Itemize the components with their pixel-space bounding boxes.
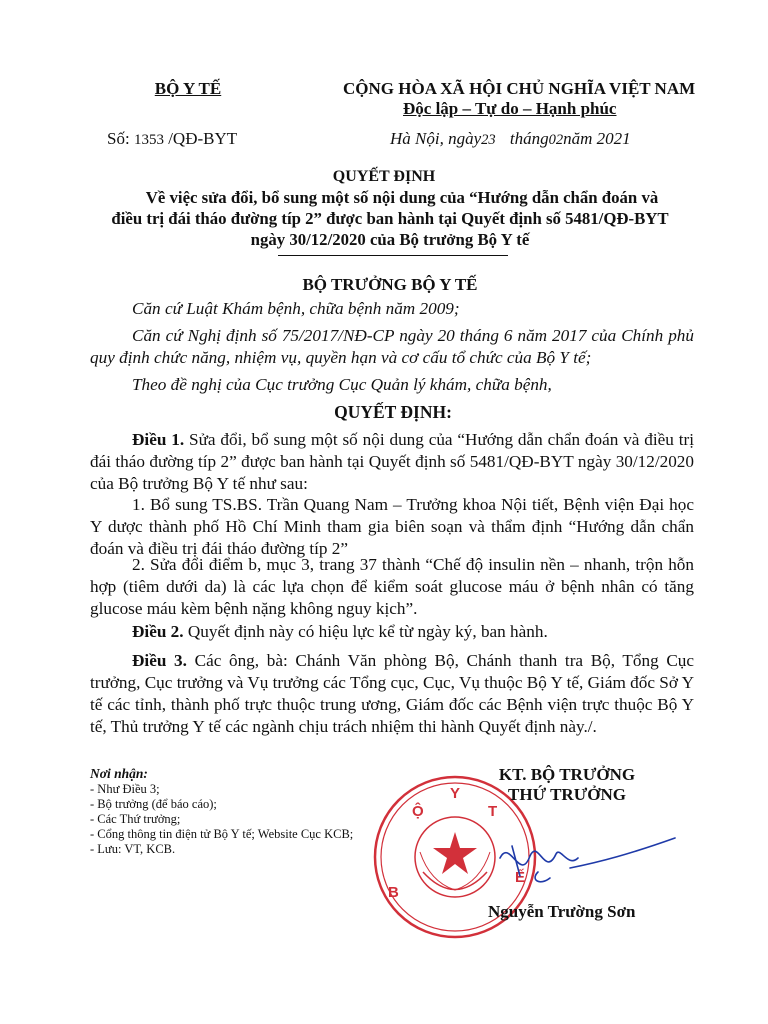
issuing-authority: BỘ TRƯỞNG BỘ Y TẾ — [302, 275, 478, 294]
preamble-proposal: Theo đề nghị của Cục trưởng Cục Quản lý khám, chữa bệnh, — [132, 375, 552, 394]
recipient-item: - Lưu: VT, KCB. — [90, 842, 176, 856]
date-day: 23 — [481, 132, 496, 148]
recipient-item: - Các Thứ trưởng; — [90, 812, 181, 826]
number-suffix: /QĐ-BYT — [168, 129, 238, 148]
agency-name: BỘ Y TẾ — [154, 79, 222, 98]
date-month: 02 — [548, 132, 564, 148]
preamble-decree: Căn cứ Nghị định số 75/2017/NĐ-CP ngày 20 tháng 6 năm 2017 của Chính phủ quy định chức năng, nhiệm vụ, quyền hạn và cơ cấu tổ chức của Bộ Y tế; — [90, 326, 694, 367]
signer-name: Nguyễn Trường Sơn — [488, 902, 636, 921]
year-label: năm 2021 — [563, 129, 631, 148]
decides-heading: QUYẾT ĐỊNH: — [334, 402, 452, 422]
article-1-item-1: 1. Bổ sung TS.BS. Trần Quang Nam – Trưởng khoa Nội tiết, Bệnh viện Đại học Y dược thành phố Hồ Chí Minh tham gia biên soạn và thẩm định “Hướng dẫn chẩn đoán và điều trị đái tháo đường típ 2” — [90, 495, 694, 558]
article-2-label: Điều 2. — [132, 622, 184, 641]
article-3-text: Các ông, bà: Chánh Văn phòng Bộ, Chánh thanh tra Bộ, Tổng Cục trưởng, Cục trưởng và Vụ trưởng các Tổng cục, Cục, Vụ thuộc Bộ Y tế, Giám đốc Sở Y tế các tỉnh, thành phố trực thuộc trung ương, Giám đốc các Bệnh viện trực thuộc Bộ Y tế, Thủ trưởng Y tế các ngành chịu trách nhiệm thi hành Quyết định này./. — [90, 651, 695, 736]
article-3-label: Điều 3. — [132, 651, 187, 670]
article-1-text: Sửa đổi, bổ sung một số nội dung của “Hướng dẫn chẩn đoán và điều trị đái tháo đường típ 2” được ban hành tại Quyết định số 5481/QĐ-BYT ngày 30/12/2020 của Bộ trưởng Bộ Y tế như sau: — [90, 430, 695, 493]
svg-text:B: B — [388, 884, 399, 901]
signature-on-behalf: KT. BỘ TRƯỞNG — [498, 765, 636, 784]
article-1 — [90, 429, 694, 495]
article-3 — [90, 650, 694, 738]
place-date — [390, 129, 631, 149]
handwritten-signature — [490, 828, 680, 898]
svg-text:Y: Y — [450, 785, 461, 802]
article-1-item-2: 2. Sửa đổi điểm b, mục 3, trang 37 thành “Chế độ insulin nền – nhanh, trộn hỗn hợp (tiêm dưới da) là các lựa chọn để kiểm soát glucose máu ở bệnh nhân có tăng glucose máu kèm bệnh nặng không nguy kịch”. — [90, 555, 694, 618]
month-label: tháng — [509, 129, 549, 148]
article-2 — [90, 621, 694, 643]
svg-text:Ộ: Ộ — [412, 803, 424, 820]
recipients-title: Nơi nhận: — [90, 766, 148, 781]
number-label: Số: — [107, 129, 130, 148]
article-1-label: Điều 1. — [132, 430, 185, 449]
title-divider — [278, 255, 508, 256]
decision-subject-line-2: điều trị đái tháo đường típ 2” được ban hành tại Quyết định số 5481/QĐ-BYT — [111, 209, 669, 228]
national-motto: Độc lập – Tự do – Hạnh phúc — [403, 99, 617, 118]
decision-title: QUYẾT ĐỊNH — [332, 168, 436, 185]
place-label: Hà Nội, ngày — [390, 129, 482, 148]
document-number — [107, 129, 237, 149]
article-2-text: Quyết định này có hiệu lực kể từ ngày ký, ban hành. — [187, 622, 548, 641]
signature-position: THỨ TRƯỞNG — [508, 785, 626, 804]
recipient-item: - Bộ trưởng (để báo cáo); — [90, 797, 217, 811]
recipient-item: - Như Điều 3; — [90, 782, 160, 796]
decision-subject-line-3: ngày 30/12/2020 của Bộ trưởng Bộ Y tế — [250, 230, 530, 249]
country-name: CỘNG HÒA XÃ HỘI CHỦ NGHĨA VIỆT NAM — [343, 79, 696, 98]
preamble-law: Căn cứ Luật Khám bệnh, chữa bệnh năm 2009; — [132, 299, 460, 318]
recipient-item: - Cổng thông tin điện tử Bộ Y tế; Website Cục KCB; — [90, 827, 354, 841]
decision-subject-line-1: Về việc sửa đổi, bổ sung một số nội dung của “Hướng dẫn chẩn đoán và — [145, 188, 659, 207]
svg-text:Ế: Ế — [515, 869, 526, 886]
number-value: 1353 — [133, 132, 164, 148]
svg-text:T: T — [488, 803, 498, 820]
